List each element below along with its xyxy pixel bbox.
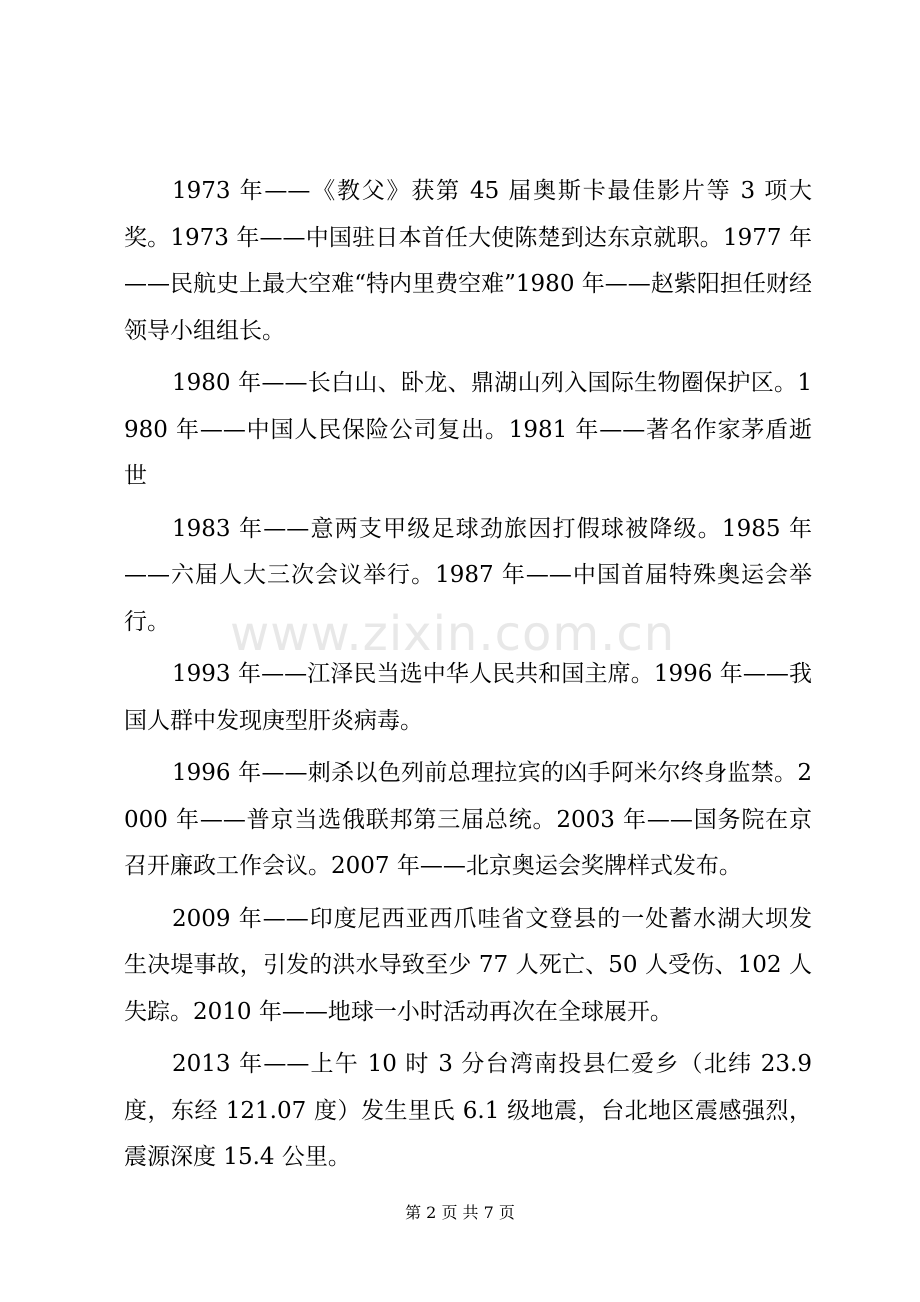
watermark: www.zixin.com.cn bbox=[230, 606, 676, 662]
paragraph: 1973 年——《教父》获第 45 届奥斯卡最佳影片等 3 项大奖。1973 年——中国驻日本首任大使陈楚到达东京就职。1977 年——民航史上最大空难“特内里费空难”1980 年——赵紫阳担任财经领导小组组长。 bbox=[124, 178, 812, 344]
paragraph: 1996 年——刺杀以色列前总理拉宾的凶手阿米尔终身监禁。2000 年——普京当选俄联邦第三届总统。2003 年——国务院在京召开廉政工作会议。2007 年——北京奥运会奖牌样式发布。 bbox=[124, 760, 812, 879]
document-body bbox=[124, 168, 812, 1187]
paragraph: 1993 年——江泽民当选中华人民共和国主席。1996 年——我国人群中发现庚型肝炎病毒。 bbox=[124, 661, 812, 734]
paragraph: 1983 年——意两支甲级足球劲旅因打假球被降级。1985 年——六届人大三次会议举行。1987 年——中国首届特殊奥运会举行。 bbox=[124, 515, 812, 635]
paragraph: 2009 年——印度尼西亚西爪哇省文登县的一处蓄水湖大坝发生决堤事故，引发的洪水导致至少 77 人死亡、50 人受伤、102 人失踪。2010 年——地球一小时活动再次在全球展开。 bbox=[124, 905, 812, 1025]
page-footer: 第 2 页 共 7 页 bbox=[405, 1203, 515, 1222]
paragraph: 1980 年——长白山、卧龙、鼎湖山列入国际生物圈保护区。1980 年——中国人民保险公司复出。1981 年——著名作家茅盾逝世 bbox=[124, 370, 812, 489]
paragraph: 2013 年——上午 10 时 3 分台湾南投县仁爱乡（北纬 23.9 度，东经 121.07 度）发生里氏 6.1 级地震，台北地区震感强烈，震源深度 15.4 公里。 bbox=[124, 1051, 812, 1170]
